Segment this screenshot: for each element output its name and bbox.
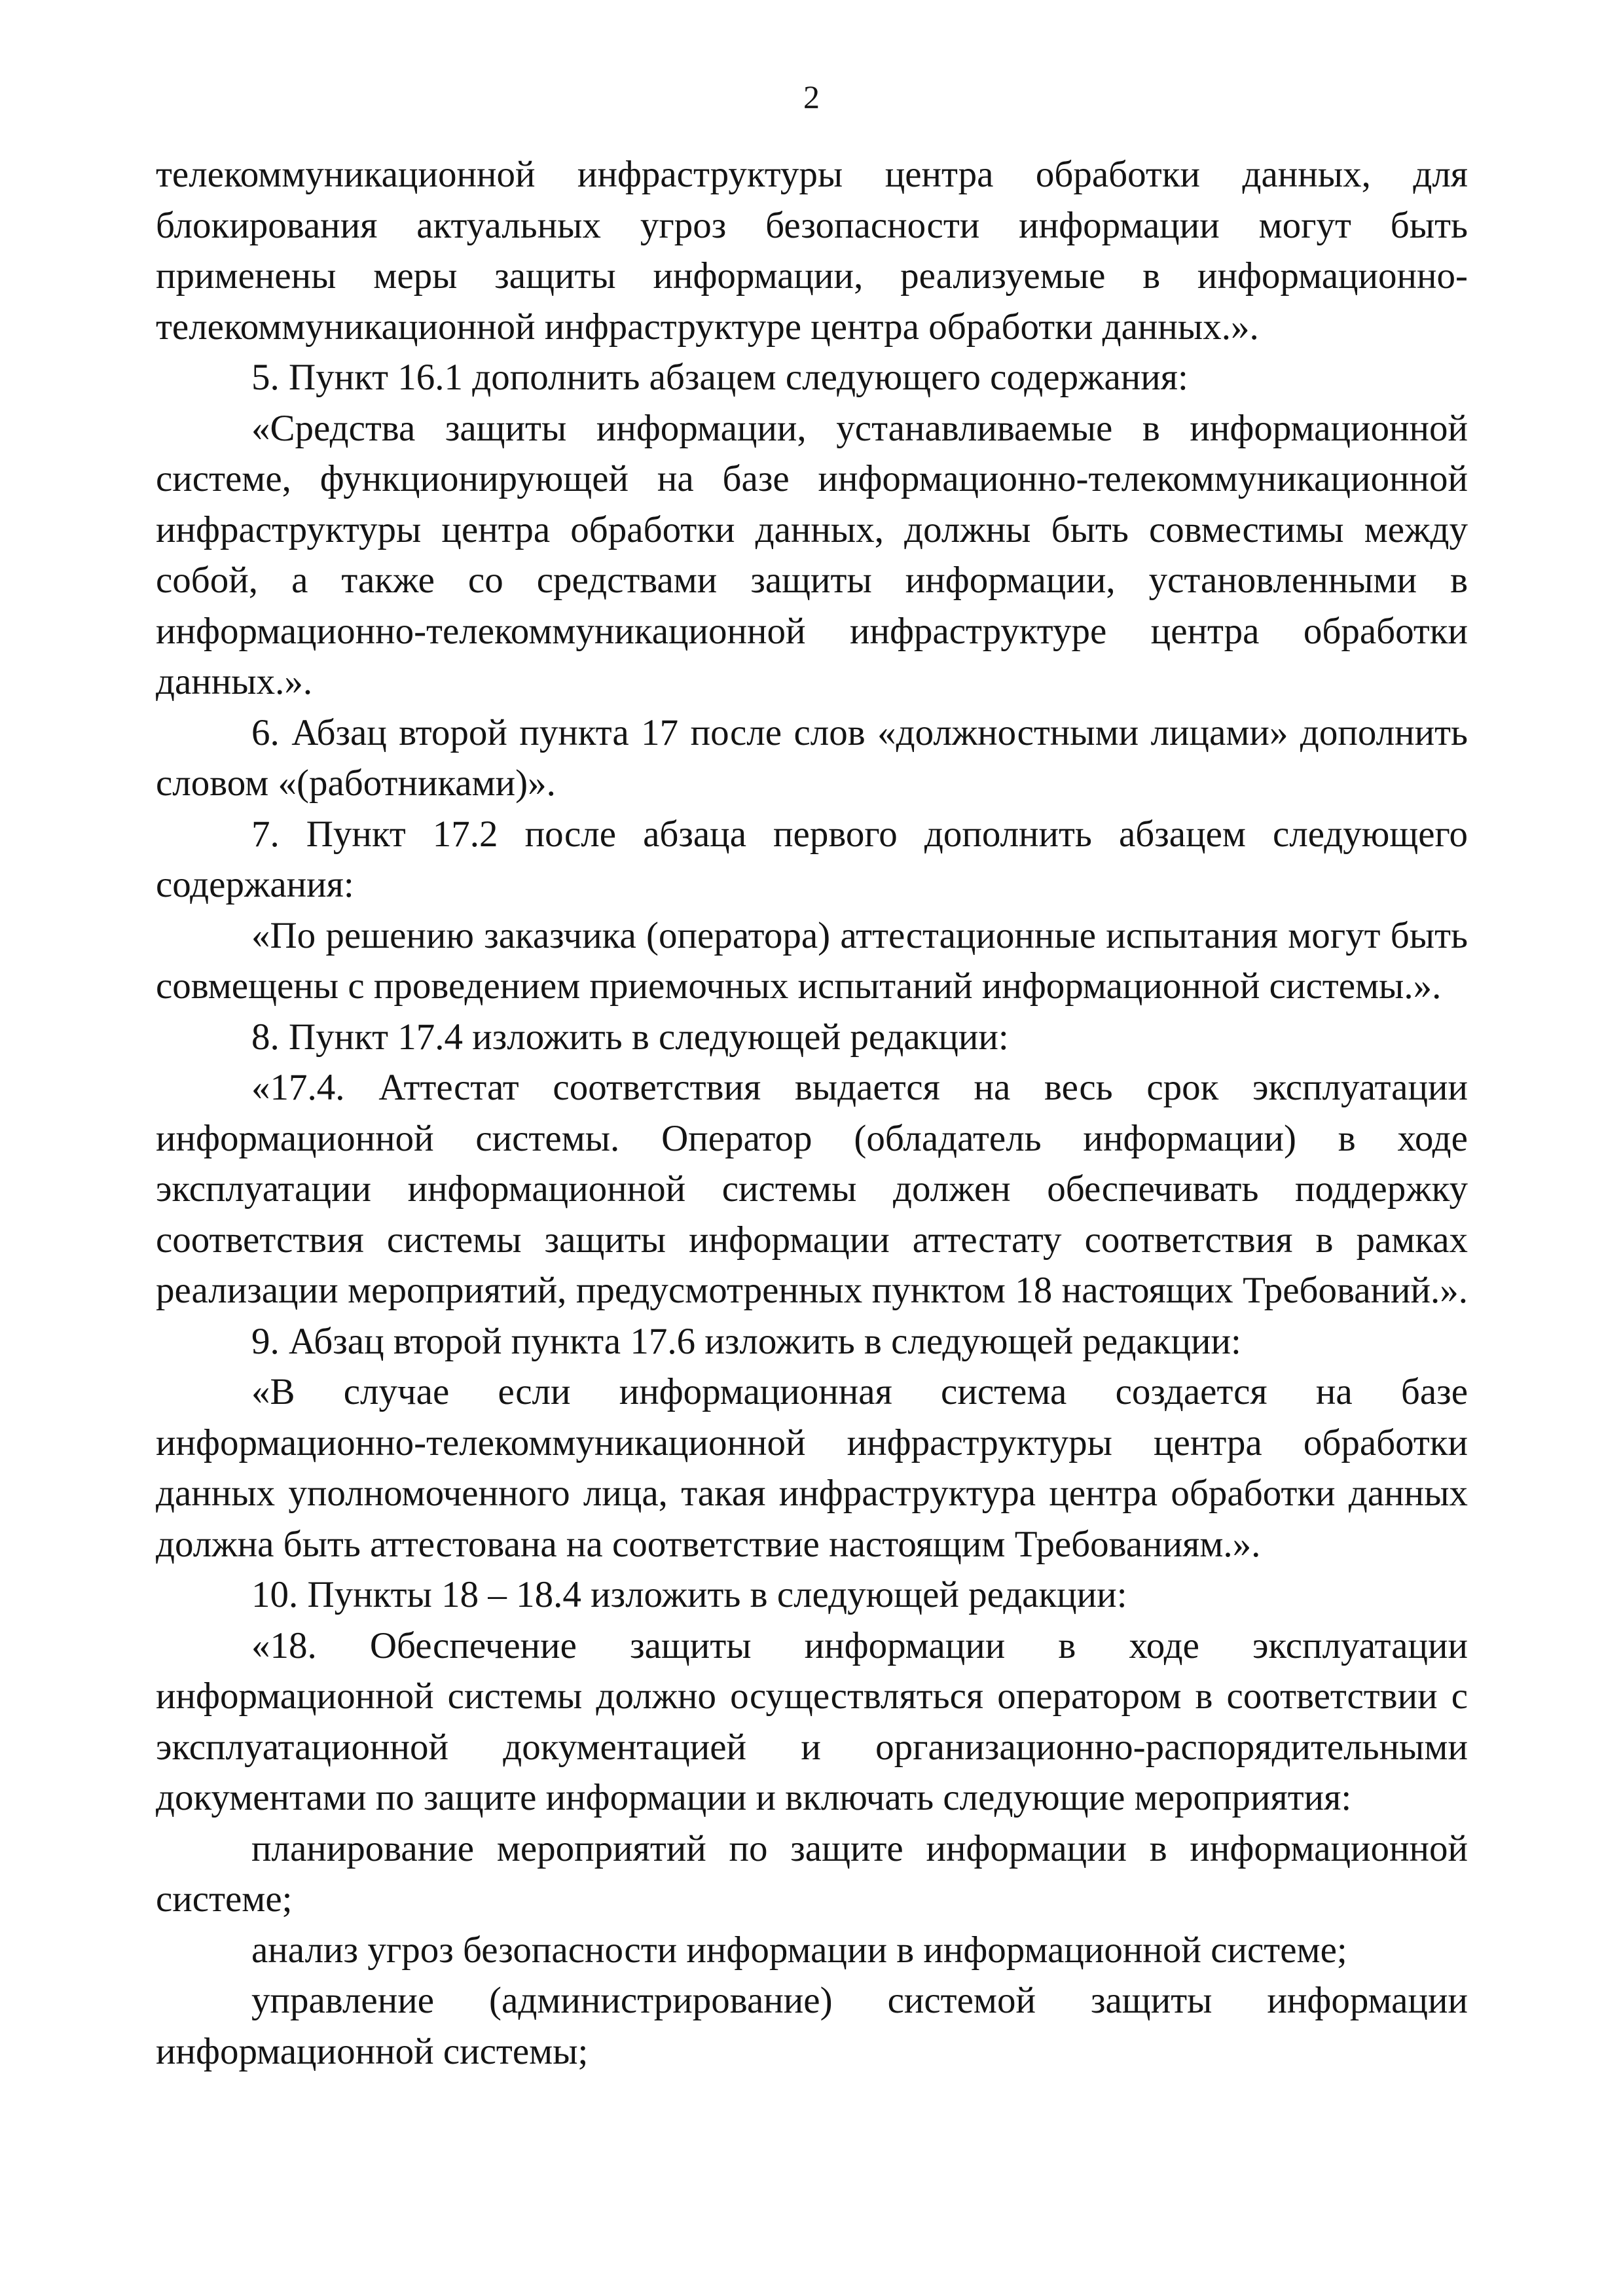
paragraph-1: телекоммуникационной инфраструктуры центра обработки данных, для блокирования актуальных угроз безопасности информации могут быть применены меры защиты информации, реализуемые в информационно-телекоммуникационной инфраструктуре центра обработки данных.». (156, 154, 1468, 348)
paragraph-11: 10. Пункты 18 – 18.4 изложить в следующей редакции: (251, 1574, 1127, 1615)
paragraph-3: «Средства защиты информации, устанавливаемые в информационной системе, функционирующей на базе информационно-телекоммуникационной инфраструктуры центра обработки данных, должны быть совместимы между собой, а также со средствами защиты информации, установленными в информационно-телекоммуникационной инфраструктуре центра обработки данных.». (156, 407, 1468, 702)
paragraph-12: «18. Обеспечение защиты информации в ходе эксплуатации информационной системы должно осуществляться оператором в соответствии с эксплуатационной документацией и организационно-распорядительными документами по защите информации и включать следующие мероприятия: (156, 1624, 1468, 1818)
paragraph-13: планирование мероприятий по защите информации в информационной системе; (156, 1827, 1468, 1920)
paragraph-15: управление (администрирование) системой защиты информации информационной системы; (156, 1980, 1468, 2072)
document-body (156, 149, 1468, 2077)
paragraph-4: 6. Абзац второй пункта 17 после слов «должностными лицами» дополнить словом «(работниками)». (156, 711, 1468, 804)
paragraph-5: 7. Пункт 17.2 после абзаца первого дополнить абзацем следующего содержания: (156, 813, 1468, 905)
paragraph-7: 8. Пункт 17.4 изложить в следующей редакции: (251, 1016, 1009, 1058)
paragraph-8: «17.4. Аттестат соответствия выдается на весь срок эксплуатации информационной системы. Оператор (обладатель информации) в ходе эксплуатации информационной системы должен обеспечивать поддержку соответствия системы защиты информации аттестату соответствия в рамках реализации мероприятий, предусмотренных пунктом 18 настоящих Требований.». (156, 1067, 1468, 1311)
paragraph-2: 5. Пункт 16.1 дополнить абзацем следующего содержания: (251, 357, 1188, 398)
paragraph-14: анализ угроз безопасности информации в информационной системе; (251, 1929, 1347, 1971)
paragraph-9: 9. Абзац второй пункта 17.6 изложить в следующей редакции: (251, 1320, 1241, 1362)
paragraph-6: «По решению заказчика (оператора) аттестационные испытания могут быть совмещены с проведением приемочных испытаний информационной системы.». (156, 914, 1468, 1007)
page-number: 2 (803, 79, 820, 115)
paragraph-10: «В случае если информационная система создается на базе информационно-телекоммуникационной инфраструктуры центра обработки данных уполномоченного лица, такая инфраструктура центра обработки данных должна быть аттестована на соответствие настоящим Требованиям.». (156, 1371, 1468, 1565)
